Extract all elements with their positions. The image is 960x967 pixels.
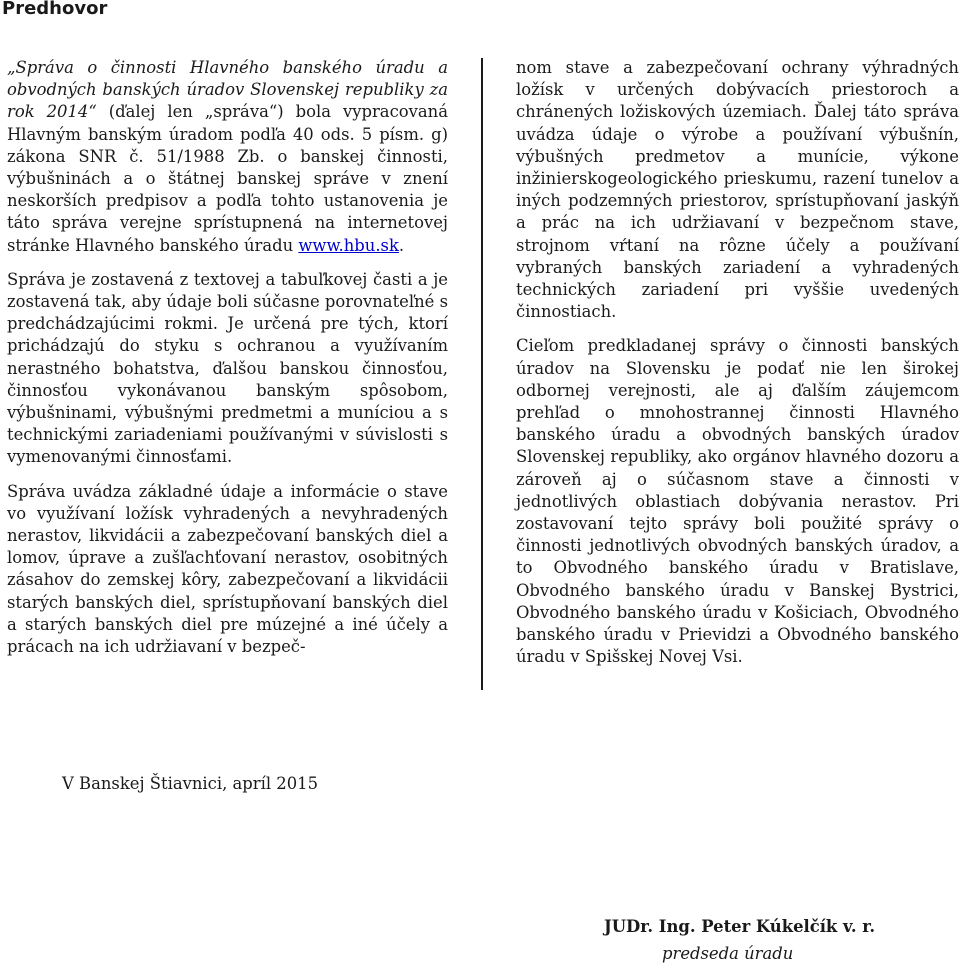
paragraph-content: Správa uvádza základné údaje a informácie o stave vo využívaní ložísk vyhradených a nevyhradených nerastov, likvidácii a zabezpečovaní banských diel a lomov, úprave a zušľachťovaní nerastov, osobitných zásahov do zemskej kôry, zabezpečovaní a likvidácii starých banských diel, sprístupňovaní banských diel a starých banských diel pre múzejné a iné účely a prácach na ich udržiavaní v bezpeč-: [7, 481, 448, 657]
place-date: V Banskej Štiavnici, apríl 2015: [62, 774, 318, 793]
paragraph-intro-end: .: [398, 235, 405, 255]
signer-role: predseda úradu: [662, 944, 794, 963]
paragraph-intro: [7, 57, 448, 257]
website-link[interactable]: www.hbu.sk: [298, 235, 399, 255]
column-divider: [481, 58, 483, 690]
report-title-quote: „Správa o činnosti Hlavného banského úradu a obvodných banských úradov Slovenskej republiky za rok 2014“: [7, 58, 448, 122]
left-column: [7, 57, 448, 670]
paragraph-purpose: Cieľom predkladanej správy o činnosti banských úradov na Slovensku je podať nie len širokej odbornej verejnosti, ale aj ďalším záujemcom prehľad o mnohostrannej činnosti Hlavného banského úradu a obvodných banských úradov Slovenskej republiky, ako orgánov hlavného dozoru a zároveň aj o súčasnom stave a činnosti v jednotlivých oblastiach dobývania nerastov. Pri zostavovaní tejto správy boli použité správy o činnosti jednotlivých obvodných banských úradov, a to Obvodného banského úradu v Bratislave, Obvodného banského úradu v Banskej Bystrici, Obvodného banského úradu v Košiciach, Obvodného banského úradu v Prievidzi a Obvodného banského úradu v Spišskej Novej Vsi.: [516, 336, 959, 667]
signer-name: JUDr. Ing. Peter Kúkelčík v. r.: [604, 917, 876, 936]
right-column: [516, 57, 959, 680]
page-title: Predhovor: [2, 0, 108, 19]
paragraph-continuation: nom stave a zabezpečovaní ochrany výhradných ložísk v určených dobývacích priestoroch a chránených ložiskových územiach. Ďalej táto správa uvádza údaje o výrobe a používaní výbušnín, výbušných predmetov a munície, výkone inžinierskogeologického prieskumu, razení tunelov a iných podzemných priestorov, sprístupňovaní jaskýň a prác na ich udržiavaní v bezpečnom stave, strojnom vŕtaní na rôzne účely a používaní vybraných banských zariadení a vyhradených technických zariadení pri vyššie uvedených činnostiach.: [516, 58, 959, 322]
paragraph-intro-text: (ďalej len „správa“) bola vypracovaná Hlavným banským úradom podľa 40 ods. 5 písm. g) zákona SNR č. 51/1988 Zb. o banskej činnosti, výbušninách a o štátnej banskej správe v znení neskorších predpisov a podľa tohto ustanovenia je táto správa verejne sprístupnená na internetovej stránke Hlavného banského úradu: [7, 102, 448, 255]
paragraph-structure: Správa je zostavená z textovej a tabuľkovej časti a je zostavená tak, aby údaje boli súčasne porovnateľné s predchádzajúcimi rokmi. Je určená pre tých, ktorí prichádzajú do styku s ochranou a využívaním nerastného bohatstva, ďalšou banskou činnosťou, činnosťou vykonávanou banským spôsobom, výbušninami, výbušnými predmetmi a muníciou a s technickými zariadeniami používanými v súvislosti s vymenovanými činnosťami.: [7, 269, 448, 467]
